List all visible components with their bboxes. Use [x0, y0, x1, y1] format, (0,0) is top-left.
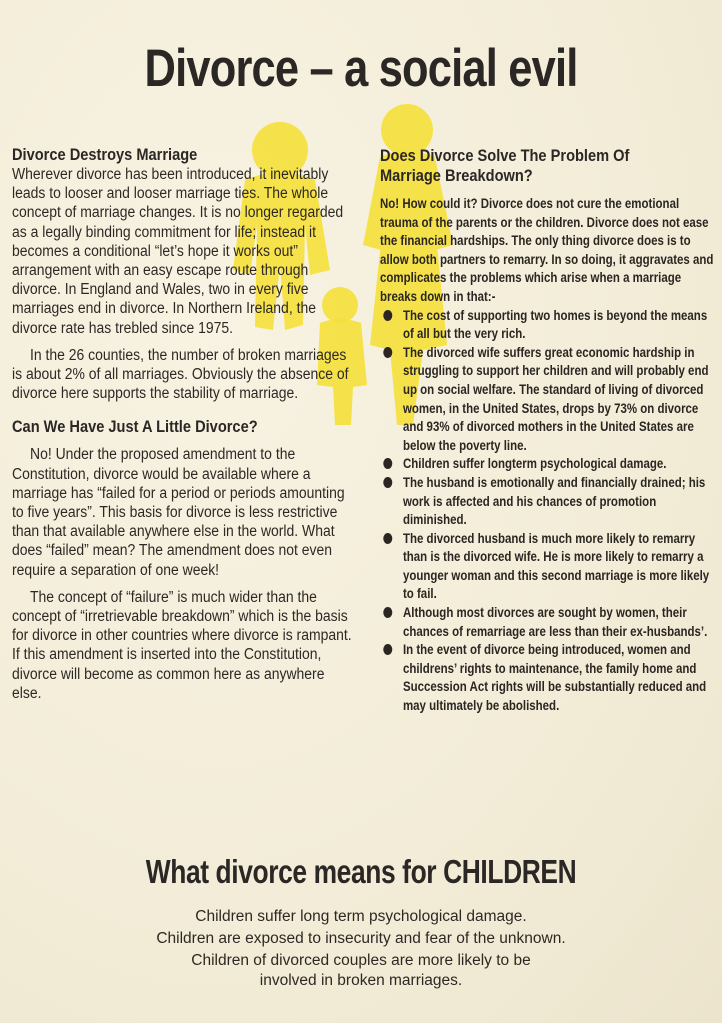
- bullet-icon: [383, 607, 392, 618]
- paragraph: In the 26 counties, the number of broken marriages is about 2% of all marriages. Obviously the absence of divorce here supports the stability of marriage.: [12, 346, 349, 403]
- consequences-list: [380, 306, 716, 715]
- intro-paragraph: No! How could it? Divorce does not cure the emotional trauma of the parents or the children. Divorce does not ease the financial hardships. The only thing divorce does is to allow both partners to remarry. In so doing, it aggravates and complicates the problems which arise when a marriage breaks down in that:-: [380, 195, 714, 304]
- children-line: involved in broken marriages.: [259, 972, 463, 989]
- right-column: [380, 146, 716, 715]
- bullet-icon: [383, 458, 392, 469]
- bullet-icon: [383, 644, 392, 655]
- bullet-icon: [383, 347, 392, 358]
- children-line: Children are exposed to insecurity and fear of the unknown.: [156, 930, 566, 947]
- list-item: In the event of divorce being introduced, women and childrens’ rights to maintenance, the family home and Succession Act rights will be substantially reduced and may ultimately be abolished.: [380, 640, 716, 714]
- section-heading-line2: Marriage Breakdown?: [380, 166, 533, 185]
- paragraph: The concept of “failure” is much wider than the concept of “irretrievable breakdown” which is the basis for divorce in other countries where divorce is rampant. If this amendment is inserted into the Constitution, divorce will become as common here as anywhere else.: [12, 588, 352, 702]
- bullet-icon: [383, 533, 392, 544]
- paragraph: Wherever divorce has been introduced, it inevitably leads to looser and looser marriage ties. The whole concept of marriage changes. It is no longer regarded as a legally binding commitment for life; instead it becomes a conditional “let’s hope it works out” arrangement with an easy escape route through divorce. In England and Wales, two in every five marriages end in divorce. In Northern Ireland, the divorce rate has trebled since 1975.: [12, 166, 344, 337]
- children-line: Children suffer long term psychological damage.: [195, 908, 527, 925]
- paragraph: No! Under the proposed amendment to the Constitution, divorce would be available where a marriage has “failed for a period or periods amounting to five years”. This basis for divorce is less restrictive than that available anywhere else in the world. What does “failed” mean? The amendment does not even require a separation of one week!: [12, 446, 345, 579]
- section-heading-little-divorce: Can We Have Just A Little Divorce?: [12, 417, 258, 437]
- list-item: The husband is emotionally and financially drained; his work is affected and his chances of promotion diminished.: [380, 473, 716, 529]
- list-item: Although most divorces are sought by women, their chances of remarriage are less than their ex-husbands’.: [380, 603, 716, 640]
- list-item: The divorced wife suffers great economic hardship in struggling to support her children and will probably end up on social welfare. The standard of living of divorced women, in the United States, drops by 73% on divorce and 93% of divorced mothers in the United States are below the poverty line.: [380, 343, 716, 455]
- page-title: Divorce – a social evil: [144, 39, 578, 98]
- left-column: [12, 145, 352, 703]
- list-item: Children suffer longterm psychological damage.: [380, 454, 716, 473]
- children-heading: What divorce means for CHILDREN: [145, 853, 577, 890]
- children-line: Children of divorced couples are more likely to be: [191, 952, 531, 969]
- section-heading-divorce-destroys-marriage: Divorce Destroys Marriage: [12, 145, 198, 164]
- list-item: The cost of supporting two homes is beyond the means of all but the very rich.: [380, 306, 716, 343]
- section-heading-line1: Does Divorce Solve The Problem Of: [380, 146, 630, 165]
- children-points: [0, 906, 722, 990]
- list-item: The divorced husband is much more likely to remarry than is the divorced wife. He is more likely to remarry a younger woman and this second marriage is more likely to fail.: [380, 529, 716, 603]
- bullet-icon: [383, 310, 392, 321]
- bullet-icon: [383, 477, 392, 488]
